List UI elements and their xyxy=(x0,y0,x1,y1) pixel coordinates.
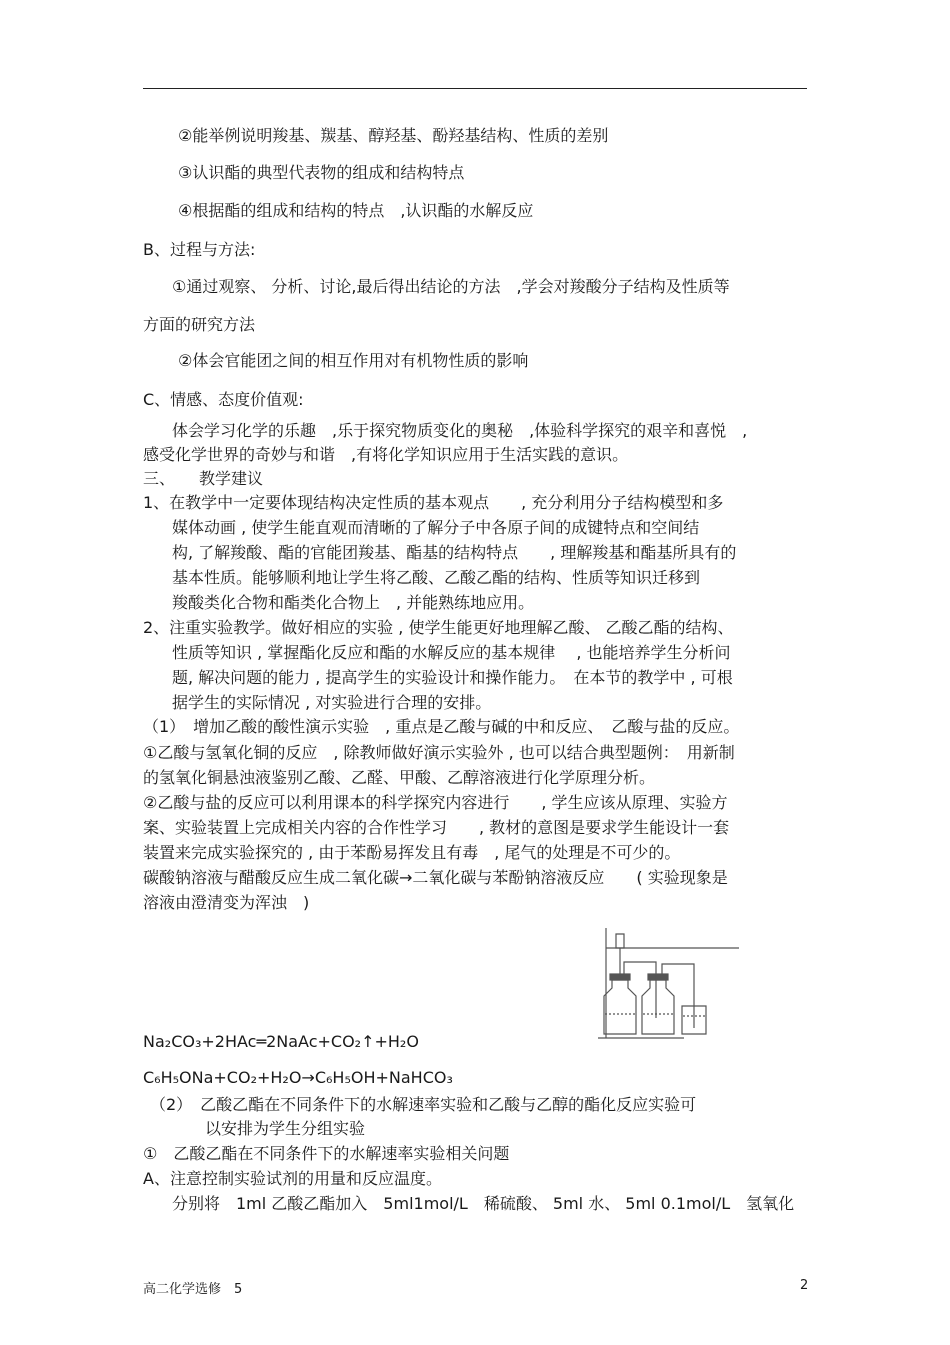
text-line: 构, 了解羧酸、酯的官能团羧基、酯基的结构特点 , 理解羧基和酯基所具有的 xyxy=(172,543,737,562)
section-heading: 三、 教学建议 xyxy=(143,469,264,488)
text-line: 据学生的实际情况 , 对实验进行合理的安排。 xyxy=(172,693,492,712)
text-line: ①乙酸与氢氧化铜的反应 , 除教师做好演示实验外 , 也可以结合典型题例： 用新制 xyxy=(143,743,735,762)
text-line: 1、在教学中一定要体现结构决定性质的基本观点 , 充分利用分子结构模型和多 xyxy=(143,493,724,512)
text-line: （2） 乙酸乙酯在不同条件下的水解速率实验和乙酸与乙醇的酯化反应实验可 xyxy=(150,1095,697,1114)
text-line: 体会学习化学的乐趣 ,乐于探究物质变化的奥秘 ,体验科学探究的艰辛和喜悦 , xyxy=(172,421,748,440)
text-line: 题, 解决问题的能力 , 提高学生的实验设计和操作能力。 在本节的教学中 , 可根 xyxy=(172,668,733,687)
text-line: 溶液由澄清变为浑浊 ) xyxy=(143,893,310,912)
apparatus-figure xyxy=(594,926,744,1046)
text-line: 方面的研究方法 xyxy=(143,315,256,334)
text-line: 案、实验装置上完成相关内容的合作性学习 , 教材的意图是要求学生能设计一套 xyxy=(143,818,730,837)
text-line: 的氢氧化铜悬浊液鉴别乙酸、乙醛、甲酸、乙醇溶液进行化学原理分析。 xyxy=(143,768,656,787)
header-rule xyxy=(143,88,807,89)
text-line: 性质等知识 , 掌握酯化反应和酯的水解反应的基本规律 , 也能培养学生分析问 xyxy=(172,643,731,662)
text-line: 装置来完成实验探究的 , 由于苯酚易挥发且有毒 , 尾气的处理是不可少的。 xyxy=(143,843,681,862)
text-line: ④根据酯的组成和结构的特点 ,认识酯的水解反应 xyxy=(178,201,534,220)
section-heading: B、过程与方法: xyxy=(143,240,256,259)
equation-1: Na₂CO₃+2HAc═2NaAc+CO₂↑+H₂O xyxy=(143,1032,419,1051)
text-line: 碳酸钠溶液与醋酸反应生成二氧化碳→二氧化碳与苯酚钠溶液反应 ( 实验现象是 xyxy=(143,868,728,887)
text-line: A、注意控制实验试剂的用量和反应温度。 xyxy=(143,1169,442,1188)
equation-2: C₆H₅ONa+CO₂+H₂O→C₆H₅OH+NaHCO₃ xyxy=(143,1068,453,1087)
text-line: 媒体动画 , 使学生能直观而清晰的了解分子中各原子间的成键特点和空间结 xyxy=(172,518,700,537)
text-line: 以安排为学生分组实验 xyxy=(205,1119,366,1138)
text-line: ①通过观察、 分析、讨论,最后得出结论的方法 ,学会对羧酸分子结构及性质等 xyxy=(172,277,730,296)
text-line: （1） 增加乙酸的酸性演示实验 , 重点是乙酸与碱的中和反应、 乙酸与盐的反应。 xyxy=(143,717,740,736)
text-line: 羧酸类化合物和酯类化合物上 , 并能熟练地应用。 xyxy=(172,593,535,612)
text-line: ③认识酯的典型代表物的组成和结构特点 xyxy=(178,163,465,182)
footer-left: 高二化学选修 5 xyxy=(143,1282,243,1297)
text-line: 分别将 1ml 乙酸乙酯加入 5ml1mol/L 稀硫酸、 5ml 水、 5ml 0.1mol/L 氢氧化 xyxy=(172,1194,795,1213)
section-heading: C、情感、态度价值观: xyxy=(143,390,304,409)
text-line: ②能举例说明羧基、羰基、醇羟基、酚羟基结构、性质的差别 xyxy=(178,126,609,145)
text-line: ① 乙酸乙酯在不同条件下的水解速率实验相关问题 xyxy=(143,1144,510,1163)
text-line: ②体会官能团之间的相互作用对有机物性质的影响 xyxy=(178,351,529,370)
page-number: 2 xyxy=(800,1278,809,1293)
text-line: ②乙酸与盐的反应可以利用课本的科学探究内容进行 , 学生应该从原理、实验方 xyxy=(143,793,728,812)
text-line: 基本性质。能够顺利地让学生将乙酸、乙酸乙酯的结构、性质等知识迁移到 xyxy=(172,568,701,587)
text-line: 2、注重实验教学。做好相应的实验 , 使学生能更好地理解乙酸、 乙酸乙酯的结构、 xyxy=(143,618,734,637)
text-line: 感受化学世界的奇妙与和谐 ,有将化学知识应用于生活实践的意识。 xyxy=(143,445,629,464)
